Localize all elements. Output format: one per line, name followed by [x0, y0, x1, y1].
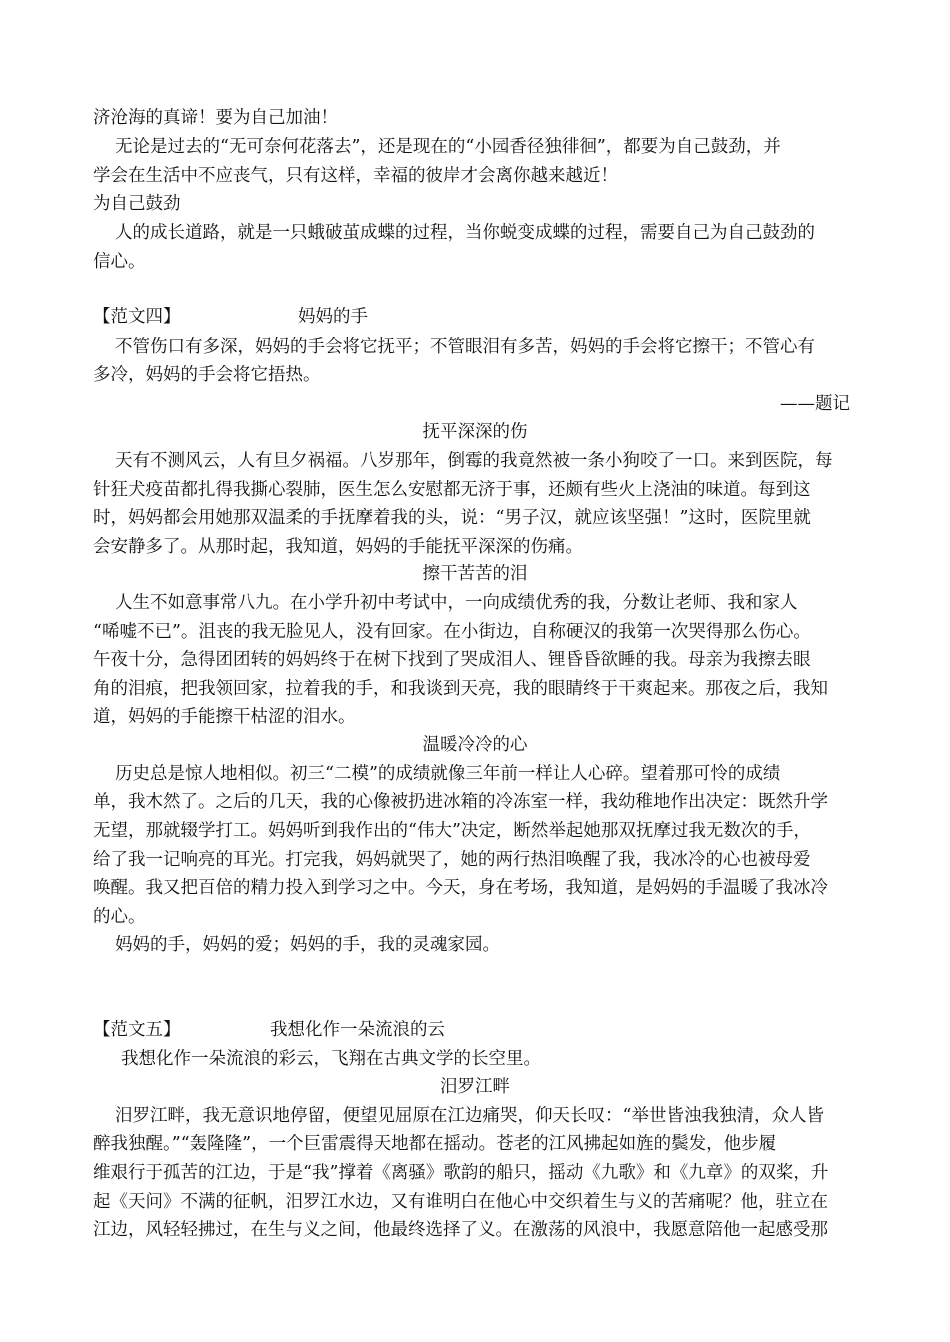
section-heading: 抚平深深的伤 [422, 422, 528, 442]
section-heading: 为自己鼓劲 [93, 194, 181, 214]
paragraph-line: 起《天问》不满的征帆，汨罗江水边，又有谁明白在他心中交织着生与义的苦痛呢？他，驻立在 [93, 1192, 828, 1212]
paragraph-line: 道，妈妈的手能擦干枯涩的泪水。 [93, 707, 356, 727]
paragraph-line: 单，我木然了。之后的几天，我的心像被扔进冰箱的冷冻室一样，我幼稚地作出决定：既然升学 [93, 792, 828, 812]
paragraph-line: 学会在生活中不应丧气，只有这样，幸福的彼岸才会离你越来越近！ [93, 166, 618, 186]
essay-label: 【范文五】 [93, 1020, 181, 1040]
paragraph-line: 历史总是惊人地相似。初三“二模”的成绩就像三年前一样让人心碎。望着那可怜的成绩 [115, 764, 781, 784]
section-heading: 温暖冷冷的心 [422, 735, 528, 755]
section-heading: 汨罗江畔 [440, 1077, 510, 1097]
paragraph-line: 济沧海的真谛！要为自己加油！ [93, 108, 338, 128]
paragraph-line: 针狂犬疫苗都扎得我撕心裂肺，医生怎么安慰都无济于事，还颇有些火上浇油的味道。每到这 [93, 480, 811, 500]
paragraph-line: 无论是过去的“无可奈何花落去”，还是现在的“小园香径独徘徊”，都要为自己鼓劲，并 [115, 137, 781, 157]
paragraph-line: 信心。 [93, 252, 146, 272]
closing-line: 妈妈的手，妈妈的爱；妈妈的手，我的灵魂家园。 [115, 935, 500, 955]
paragraph-line: 会安静多了。从那时起，我知道，妈妈的手能抚平深深的伤痛。 [93, 537, 583, 557]
section-heading: 擦干苦苦的泪 [422, 564, 528, 584]
paragraph-line: 人生不如意事常八九。在小学升初中考试中，一向成绩优秀的我，分数让老师、我和家人 [115, 593, 798, 613]
paragraph-line: 人的成长道路，就是一只蛾破茧成蝶的过程，当你蜕变成蝶的过程，需要自己为自己鼓劲的 [115, 223, 815, 243]
essay-title: 妈妈的手 [298, 307, 368, 327]
paragraph-line: “唏嘘不已”。沮丧的我无脸见人，没有回家。在小街边，自称硬汉的我第一次哭得那么伤心。 [93, 622, 811, 642]
paragraph-line: 唤醒。我又把百倍的精力投入到学习之中。今天，身在考场，我知道，是妈妈的手温暖了我冰冷 [93, 878, 828, 898]
paragraph-line: 维艰行于孤苦的江边，于是“我”撑着《离骚》歌韵的船只，摇动《九歌》和《九章》的双桨，升 [93, 1163, 829, 1183]
epigraph-mark: ——题记 [780, 394, 850, 414]
paragraph-line: 多冷，妈妈的手会将它捂热。 [93, 365, 321, 385]
paragraph-line: 醉我独醒。”“轰隆隆”，一个巨雷震得天地都在摇动。苍老的江风拂起如旌的鬓发，他步履 [93, 1134, 777, 1154]
paragraph-line: 午夜十分，急得团团转的妈妈终于在树下找到了哭成泪人、锂昏昏欲睡的我。母亲为我擦去眼 [93, 650, 811, 670]
paragraph-line: 天有不测风云，人有旦夕祸福。八岁那年，倒霉的我竟然被一条小狗咬了一口。来到医院，每 [115, 451, 833, 471]
paragraph-line: 角的泪痕，把我领回家，拉着我的手，和我谈到天亮，我的眼睛终于干爽起来。那夜之后，我知 [93, 679, 828, 699]
paragraph-line: 江边，风轻轻拂过，在生与义之间，他最终选择了义。在激荡的风浪中，我愿意陪他一起感受那 [93, 1220, 828, 1240]
paragraph-line: 我想化作一朵流浪的彩云，飞翔在古典文学的长空里。 [121, 1049, 541, 1069]
paragraph-line: 的心。 [93, 907, 146, 927]
paragraph-line: 汨罗江畔，我无意识地停留，便望见屈原在江边痛哭，仰天长叹：“举世皆浊我独清，众人皆 [115, 1106, 824, 1126]
paragraph-line: 时，妈妈都会用她那双温柔的手抚摩着我的头，说：“男子汉，就应该坚强！”这时，医院里就 [93, 508, 811, 528]
paragraph-line: 不管伤口有多深，妈妈的手会将它抚平；不管眼泪有多苦，妈妈的手会将它擦干；不管心有 [115, 337, 815, 357]
paragraph-line: 无望，那就辍学打工。妈妈听到我作出的“伟大”决定，断然举起她那双抚摩过我无数次的手， [93, 821, 811, 841]
essay-title: 我想化作一朵流浪的云 [270, 1020, 445, 1040]
paragraph-line: 给了我一记响亮的耳光。打完我，妈妈就哭了，她的两行热泪唤醒了我，我冰冷的心也被母爱 [93, 850, 811, 870]
essay-label: 【范文四】 [93, 307, 181, 327]
